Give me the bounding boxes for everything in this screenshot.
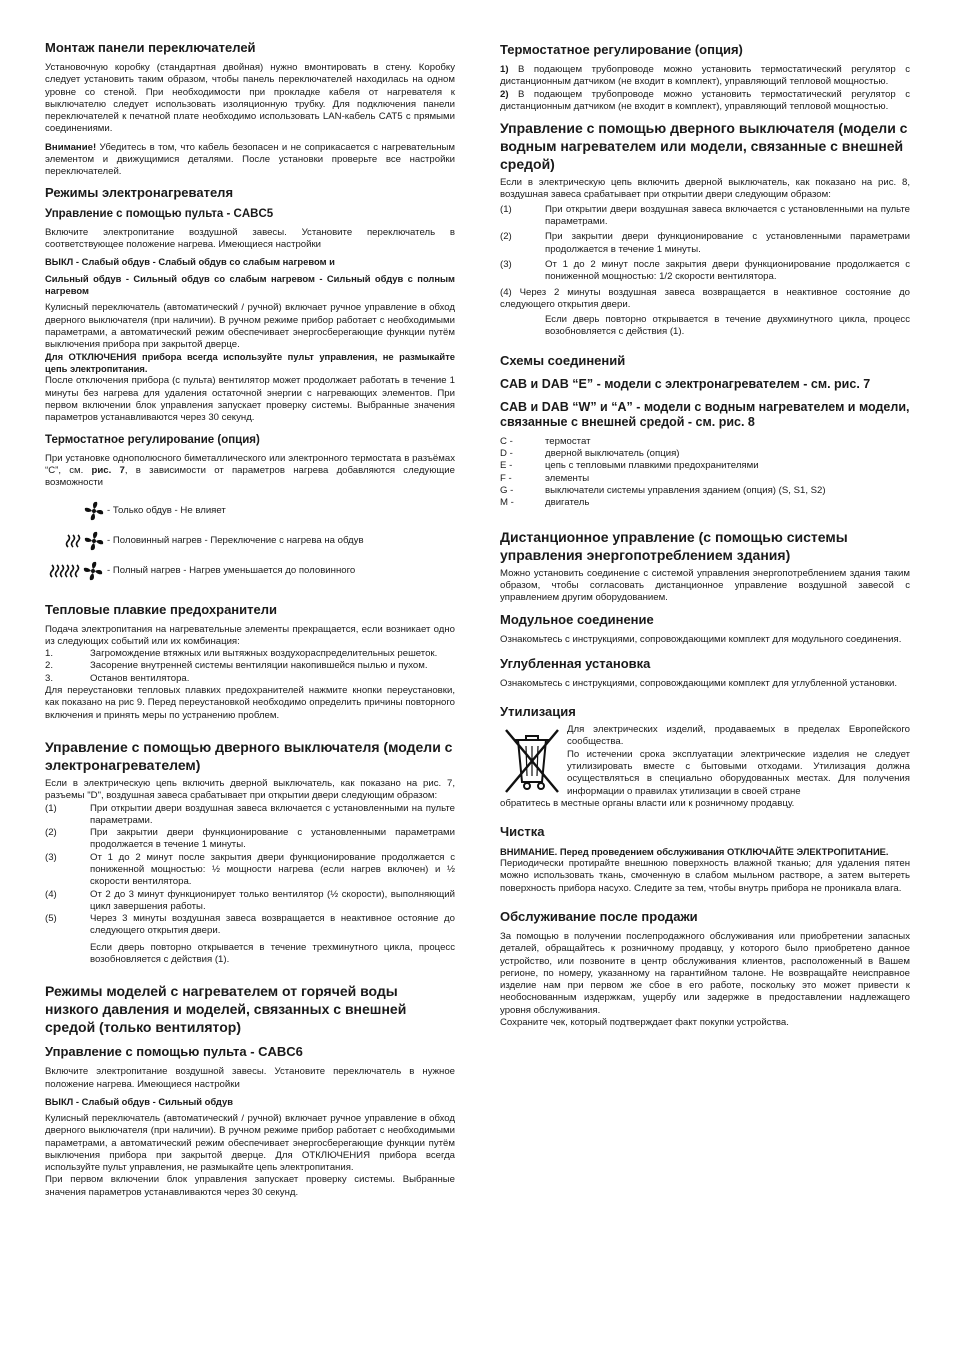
door-switch-electric-note: Если дверь повторно открывается в течение трехминутного цикла, процесс возобновляется с действия (1). bbox=[90, 941, 455, 966]
list-item bbox=[45, 913, 455, 938]
modular-connection-text: Ознакомьтесь с инструкциями, сопровождающими комплект для модульного соединения. bbox=[500, 634, 902, 646]
legend-key: D - bbox=[500, 448, 513, 460]
thermostat-text-a: При установке однополюсного биметаллического или электронного термостата в разъёмах “C”, см. bbox=[45, 452, 455, 476]
legend-text: элементы bbox=[545, 472, 590, 484]
cabc5-control-heading: Управление с помощью пульта - CABC5 bbox=[45, 207, 274, 220]
item-text: В подающем трубопроводе можно установить термостатический регулятор с дистанционным датчиком (не входит в комплект), управляющий тепловой мощностью. bbox=[500, 64, 910, 88]
list-number: (1) bbox=[500, 203, 512, 215]
thermostat-water-text-1 bbox=[500, 64, 910, 89]
right-column bbox=[500, 40, 910, 1029]
remote-control-heading: Дистанционное управление (с помощью системы управления энергопотреблением здания) bbox=[500, 528, 848, 563]
switch-panel-mounting-text: Установочную коробку (стандартная двойная) нужно вмонтировать в стену. Коробку следует установить таким образом, чтобы панель переключателей находилась на одном уровне со стеной. При необходимости при прокладке кабеля от нагревателя к выключателю следует использовать изоляционную трубку. Для подключения панели переключателей к печатной плате необходимо использовать LAN-кабель CAT5 с прямыми соединениями. bbox=[45, 62, 455, 135]
legend-item bbox=[500, 460, 910, 472]
thermal-fuses-reset-text: Для переустановки тепловых плавких предохранителей нажмите кнопки переустановки, как показано на рис 9. Перед переустановкой необходимо определить причины повторного включения и принять меры по устранению проблем. bbox=[45, 685, 455, 721]
crossed-out-bin-icon bbox=[500, 724, 562, 796]
half-heat-fan-icon bbox=[45, 530, 105, 552]
list-text: Загромождение втяжных или вытяжных воздухораспределительных решеток. bbox=[90, 648, 438, 660]
item-text: В подающем трубопроводе можно установить термостатический регулятор с дистанционным датчиком (не входит в комплект), управляющий тепловой мощностью. bbox=[500, 88, 910, 112]
mode-fan-only-text: - Только обдув - Не влияет bbox=[107, 505, 226, 517]
thermostat-control-heading: Термостатное регулирование (опция) bbox=[45, 433, 260, 446]
legend-text: термостат bbox=[545, 435, 591, 447]
cabc6-control-heading: Управление с помощью пульта - CABC6 bbox=[45, 1044, 303, 1060]
list-text: При открытии двери воздушная завеса включается с установленными на пульте параметрами. bbox=[545, 203, 910, 228]
wiring-diagrams-heading: Схемы соединений bbox=[500, 352, 626, 368]
thermostat-text-b: , в зависимости от параметров нагрева добавляются следующие возможности bbox=[45, 464, 456, 489]
list-number: (5) bbox=[45, 913, 57, 925]
list-number: (2) bbox=[500, 231, 512, 243]
wiring-legend bbox=[500, 436, 910, 510]
door-switch-electric-intro: Если в электрическую цепь включить дверной выключатель, как показано на рис. 7, разъемы "D", воздушная завеса срабатывает при открытии двери следующим образом: bbox=[45, 777, 455, 802]
electric-heater-modes-heading: Режимы электронагревателя bbox=[45, 184, 234, 200]
fan-runon-text: После отключения прибора (с пульта) вентилятор может продолжает работать в течение 1 минуты без нагрева для удаления остаточной энергии с нагревающих элементов. При первом включении блок управления запускает проверку системы. Выбранные значения параметров устанавливаются через 30 секунд. bbox=[45, 375, 455, 424]
cabc5-settings-line2: Сильный обдув - Сильный обдув со слабым нагревом - Сильный обдув с полным нагревом bbox=[45, 273, 455, 297]
after-sales-text: За помощью в получении послепродажного обслуживания или приобретении запасных деталей, обращайтесь к розничному продавцу, у которого было приобретено данное устройство, или позвоните в центр обслуживания клиентов, расположенный в Вашем регионе, по номеру, указанному на гарантийном талоне. Не возвращайте неисправное изделие нам при первом же сбое в его работе, поскольку это может привести к необоснованным издержкам, ущербу или задержке в предоставлении надлежащего уровня обслуживания. bbox=[500, 930, 910, 1016]
mode-full-heat bbox=[45, 556, 455, 586]
mode-fan-only bbox=[45, 496, 455, 526]
list-number: (3) bbox=[500, 258, 512, 270]
list-item bbox=[500, 259, 910, 284]
legend-key: E - bbox=[500, 460, 513, 472]
disposal-contact-text: обратитесь в местные органы власти или к розничному продавцу. bbox=[500, 797, 795, 809]
thermal-fuses-heading: Тепловые плавкие предохранители bbox=[45, 601, 277, 617]
list-text: От 1 до 2 минут после закрытия двери функционирование продолжается с пониженной мощностью: ½ мощности нагрева (если нагрев включен) и ½ скорости вентилятора. bbox=[90, 851, 455, 888]
door-switch-electric-list bbox=[45, 803, 455, 938]
fan-icon bbox=[45, 500, 105, 522]
remote-control-text: Можно установить соединение с системой управления энергопотреблением здания таким образом, чтобы согласовать дистанционное управление воздушной завесой с управлением другим оборудованием. bbox=[500, 567, 910, 604]
mode-full-heat-text: - Полный нагрев - Нагрев уменьшается до половинного bbox=[107, 565, 356, 577]
list-text: Останов вентилятора. bbox=[90, 672, 190, 684]
list-text: От 2 до 3 минут функционирует только вентилятор (½ скорости), выполняющий цикл завершения работы. bbox=[90, 888, 455, 912]
list-number: (4) bbox=[45, 888, 57, 900]
door-switch-electric-heading: Управление с помощью дверного выключателя (модели с электронагревателем) bbox=[45, 738, 453, 773]
cabc6-rocker-text: Кулисный переключатель (автоматический / ручной) включает ручное управление в обход дверного выключателя (при наличии). В ручном режиме прибор работает с необходимыми параметрами, а автоматический режим обеспечивает энергосберегающие функции путём выключения прибора при закрытой дверце. Для ОТКЛЮЧЕНИЯ прибора всегда используйте пульт управления, не размыкайте цепь электропитания. bbox=[45, 1112, 455, 1174]
list-text: При закрытии двери функционирование с установленными параметрами продолжается в течение 1 минуты. bbox=[90, 827, 455, 851]
list-item bbox=[45, 673, 455, 685]
water-models-diagram-ref: CAB и DAB “W” и “A” - модели с водным нагревателем и модели, связанные с внешней средой - см. рис. 8 bbox=[500, 399, 910, 429]
list-item bbox=[45, 852, 455, 889]
cable-warning-text bbox=[45, 142, 455, 179]
cabc5-intro-text: Включите электропитание воздушной завесы. Установите переключатель в соответствующее положение нагрева. Имеющиеся настройки bbox=[45, 226, 455, 250]
item-number: 2) bbox=[500, 88, 509, 100]
list-number: 1. bbox=[45, 648, 54, 660]
door-switch-water-note: Если дверь повторно открывается в течение двухминутного цикла, процесс возобновляется с действия (1). bbox=[545, 314, 910, 338]
list-item bbox=[45, 803, 455, 828]
list-number: (1) bbox=[45, 802, 57, 814]
cleaning-warning: ВНИМАНИЕ. Перед проведением обслуживания ОТКЛЮЧАЙТЕ ЭЛЕКТРОПИТАНИЕ. bbox=[500, 846, 889, 858]
list-item bbox=[45, 827, 455, 852]
power-off-note: Для ОТКЛЮЧЕНИЯ прибора всегда используйте пульт управления, не размыкайте цепь электропитания. bbox=[45, 351, 455, 375]
water-heater-modes-heading: Режимы моделей с нагревателем от горячей воды низкого давления и моделей, связанных с внешней средой (только вентилятор) bbox=[45, 983, 407, 1036]
list-number: 2. bbox=[45, 660, 54, 672]
list-item bbox=[500, 204, 910, 229]
recessed-installation-heading: Углубленная установка bbox=[500, 655, 651, 671]
legend-item bbox=[500, 436, 910, 448]
mode-half-heat-text: - Половинный нагрев - Переключение с нагрева на обдув bbox=[107, 535, 364, 547]
cleaning-heading: Чистка bbox=[500, 824, 545, 840]
cabc5-settings-line1: ВЫКЛ - Слабый обдув - Слабый обдув со слабым нагревом и bbox=[45, 256, 335, 268]
after-sales-heading: Обслуживание после продажи bbox=[500, 908, 698, 924]
legend-text: двигатель bbox=[545, 497, 590, 509]
legend-key: G - bbox=[500, 484, 514, 496]
list-number: (3) bbox=[45, 851, 57, 863]
item-number: 1) bbox=[500, 64, 509, 75]
legend-item bbox=[500, 448, 910, 460]
thermostat-water-heading: Термостатное регулирование (опция) bbox=[500, 42, 743, 57]
full-heat-fan-icon bbox=[45, 560, 105, 582]
door-switch-water-intro: Если в электрическую цепь включить дверной выключатель, как показано на рис. 8, воздушная завеса срабатывает при открытии двери следующим образом: bbox=[500, 177, 910, 201]
recessed-installation-text: Ознакомьтесь с инструкциями, сопровождающими комплект для углубленной установки. bbox=[500, 677, 898, 689]
cabc6-startup-text: При первом включении блок управления запускает проверку системы. Выбранные значения параметров устанавливаются через 30 секунд. bbox=[45, 1174, 455, 1198]
list-number: 3. bbox=[45, 672, 54, 684]
cabc6-intro-text: Включите электропитание воздушной завесы. Установите переключатель в нужное положение нагрева. Имеющиеся настройки bbox=[45, 1066, 455, 1090]
door-switch-water-list bbox=[500, 204, 910, 284]
legend-text: выключатели системы управления зданием (опция) (S, S1, S2) bbox=[545, 484, 826, 496]
legend-text: дверной выключатель (опция) bbox=[545, 448, 680, 460]
disposal-heading: Утилизация bbox=[500, 704, 576, 720]
disposal-block bbox=[500, 724, 910, 798]
thermal-fuses-intro: Подача электропитания на нагревательные элементы прекращается, если возникает одно из следующих событий или их комбинация: bbox=[45, 623, 455, 647]
switch-panel-mounting-heading: Монтаж панели переключателей bbox=[45, 40, 256, 55]
list-number: (2) bbox=[45, 827, 57, 839]
list-text: При закрытии двери функционирование с установленными параметрами продолжается в течение 1 минуты. bbox=[545, 231, 910, 255]
door-switch-water-step4: (4) Через 2 минуты воздушная завеса возвращается в неактивное состояние до следующего открытия двери. bbox=[500, 286, 910, 310]
disposal-instructions: По истечении срока эксплуатации электрические изделия не следует утилизировать вместе с бытовыми отходами. Утилизация должна осуществляться в специально оборудованных местах. Для получения информации о правилах утилизации в своей стране bbox=[567, 748, 910, 797]
thermostat-water-text-2 bbox=[500, 89, 910, 114]
modular-connection-heading: Модульное соединение bbox=[500, 612, 654, 628]
list-item bbox=[45, 648, 455, 660]
legend-key: C - bbox=[500, 435, 513, 447]
warning-text: Убедитесь в том, что кабель безопасен и не соприкасается с нагревательным элементом и движущимися деталями. После установки проверьте все настройки переключателей. bbox=[45, 141, 455, 178]
list-text: Через 3 минуты воздушная завеса возвращается в неактивное остояние до следующего открытия двери. bbox=[90, 913, 455, 937]
legend-key: M - bbox=[500, 497, 514, 509]
door-switch-water-heading: Управление с помощью дверного выключателя (модели с водным нагревателем или модели, связанные с внешней средой) bbox=[500, 120, 908, 173]
legend-item bbox=[500, 473, 910, 485]
thermostat-text bbox=[45, 453, 455, 490]
warning-label: Внимание! bbox=[45, 141, 97, 153]
mode-half-heat bbox=[45, 526, 455, 556]
thermostat-figure-ref: рис. 7 bbox=[91, 464, 125, 476]
disposal-eu-text: Для электрических изделий, продаваемых в пределах Европейского сообщества. bbox=[567, 724, 910, 748]
electric-models-diagram-ref: CAB и DAB “E” - модели с электронагревателем - см. рис. 7 bbox=[500, 376, 871, 391]
list-text: При открытии двери воздушная завеса включается с установленными на пульте параметрами. bbox=[90, 802, 455, 826]
list-text: От 1 до 2 минут после закрытия двери функционирование продолжается с пониженной мощностью: 1/2 скорости вентилятора. bbox=[545, 258, 910, 283]
list-text: Засорение внутренней системы вентиляции накопившейся пылью и пухом. bbox=[90, 660, 428, 672]
list-item bbox=[45, 889, 455, 914]
legend-key: F - bbox=[500, 472, 512, 484]
legend-item bbox=[500, 485, 910, 497]
cleaning-text: Периодически протирайте внешнюю поверхность влажной тканью; для удаления пятен можно использовать ткань, смоченную в слабом мыльном растворе, а затем вытереть поверхность прибора насухо. Следите за тем, чтобы внутрь прибора не проникала влага. bbox=[500, 858, 910, 894]
list-item bbox=[500, 231, 910, 256]
thermal-fuses-list bbox=[45, 648, 455, 685]
thermostat-modes-list bbox=[45, 496, 455, 586]
rocker-switch-text: Кулисный переключатель (автоматический / ручной) включает ручное управление в обход дверного выключателя (при наличии). В ручном режиме прибор работает с необходимыми параметрами, а автоматический режим обеспечивает энергосберегающие функции путём выключения прибора при закрытой дверце. bbox=[45, 302, 455, 351]
list-item bbox=[45, 660, 455, 672]
after-sales-receipt-text: Сохраните чек, который подтверждает факт покупки устройства. bbox=[500, 1017, 789, 1029]
cabc6-settings: ВЫКЛ - Слабый обдув - Сильный обдув bbox=[45, 1095, 233, 1107]
legend-item bbox=[500, 497, 910, 509]
disposal-text-block bbox=[567, 724, 910, 798]
left-column bbox=[45, 40, 455, 1199]
legend-text: цепь с тепловыми плавкими предохранителями bbox=[545, 460, 759, 472]
